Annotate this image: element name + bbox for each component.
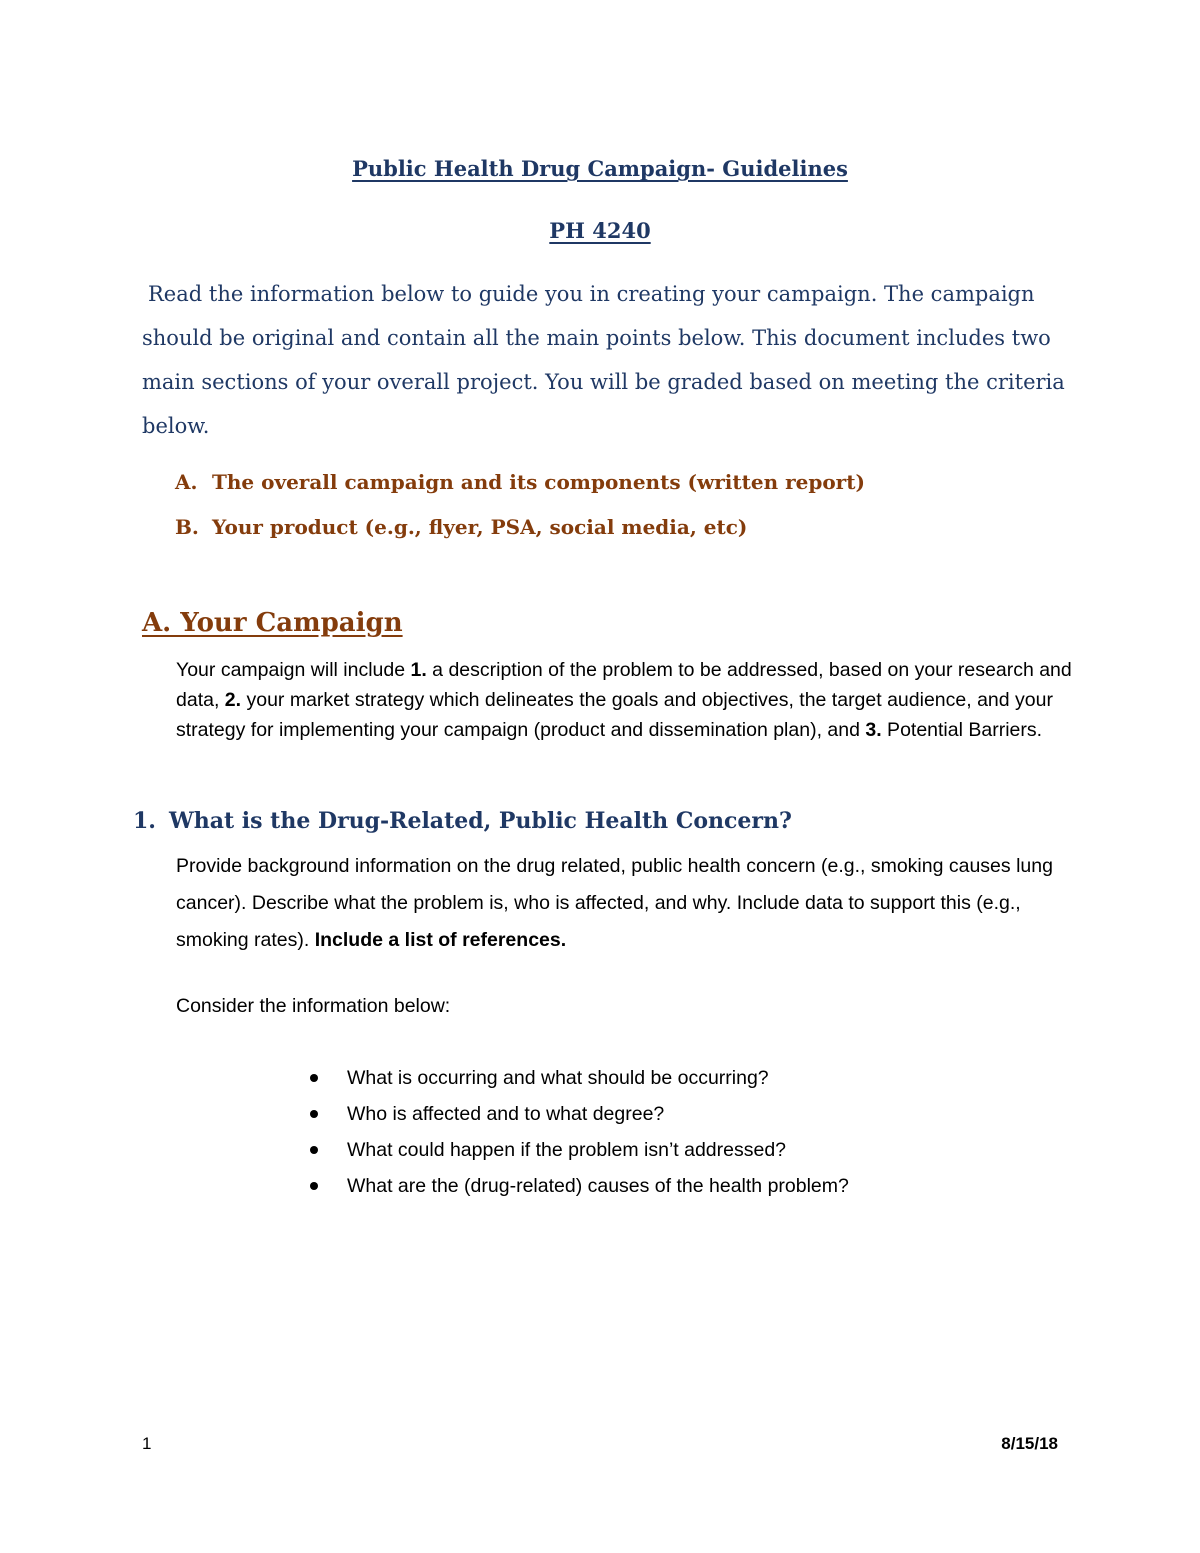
list-marker: A. [175, 470, 198, 494]
body-number: 1. [410, 659, 427, 681]
bullet-text: What is occurring and what should be occurring? [347, 1067, 769, 1089]
question-title: What is the Drug-Related, Public Health Concern? [169, 808, 792, 834]
body-text: Your campaign will include [176, 659, 411, 681]
consider-label: Consider the information below: [176, 995, 451, 1017]
bullet-icon [310, 1110, 318, 1118]
intro-text: Read the information below to guide you in creating your campaign. The campaign should be original and contain all the main points below. This document includes two main sections of your overall project. You will be graded based on meeting the criteria below. [142, 282, 1065, 438]
body-emphasis: Include a list of references. [314, 929, 567, 951]
list-marker: B. [175, 515, 199, 539]
list-item [175, 464, 1075, 509]
bullet-text: What could happen if the problem isn’t addressed? [347, 1139, 787, 1161]
section-a-body [176, 655, 1076, 745]
list-item-text: Your product (e.g., flyer, PSA, social media, etc) [212, 515, 748, 539]
body-text: your market strategy which delineates the goals and objectives, the target audience, and your strategy for implementing your campaign (product and dissemination plan), and [176, 689, 1053, 741]
sections-list [175, 464, 1075, 554]
bullet-text: Who is affected and to what degree? [347, 1103, 665, 1125]
question-number: 1. [133, 808, 156, 834]
list-item [310, 1096, 849, 1132]
body-text: Provide background information on the drug related, public health concern (e.g., smoking causes lung cancer). Describe what the problem is, who is affected, and why. Include data to support this (e.g., smoking rates). [176, 855, 1053, 951]
body-text: Potential Barriers. [881, 719, 1043, 741]
bullet-icon [310, 1146, 318, 1154]
list-item [310, 1168, 849, 1204]
list-item [310, 1132, 849, 1168]
body-number: 2. [224, 689, 242, 711]
course-code: PH 4240 [549, 218, 651, 243]
bullet-text: What are the (drug-related) causes of the health problem? [347, 1175, 849, 1197]
section-a-heading: A. Your Campaign [142, 608, 403, 638]
question-1-heading [133, 808, 1083, 834]
bullet-list [310, 1060, 849, 1204]
list-item [175, 509, 1075, 554]
page-number: 1 [142, 1434, 152, 1453]
document-title: Public Health Drug Campaign- Guidelines [352, 156, 848, 181]
intro-paragraph [142, 272, 1072, 448]
body-number: 3. [865, 719, 882, 741]
body-text: a description of the problem to be addressed, based on your research and data, [176, 659, 1072, 711]
bullet-icon [310, 1182, 318, 1190]
footer-date: 8/15/18 [1001, 1434, 1058, 1453]
bullet-icon [310, 1074, 318, 1082]
list-item-text: The overall campaign and its components (written report) [212, 470, 865, 494]
question-1-body [176, 848, 1076, 959]
list-item [310, 1060, 849, 1096]
